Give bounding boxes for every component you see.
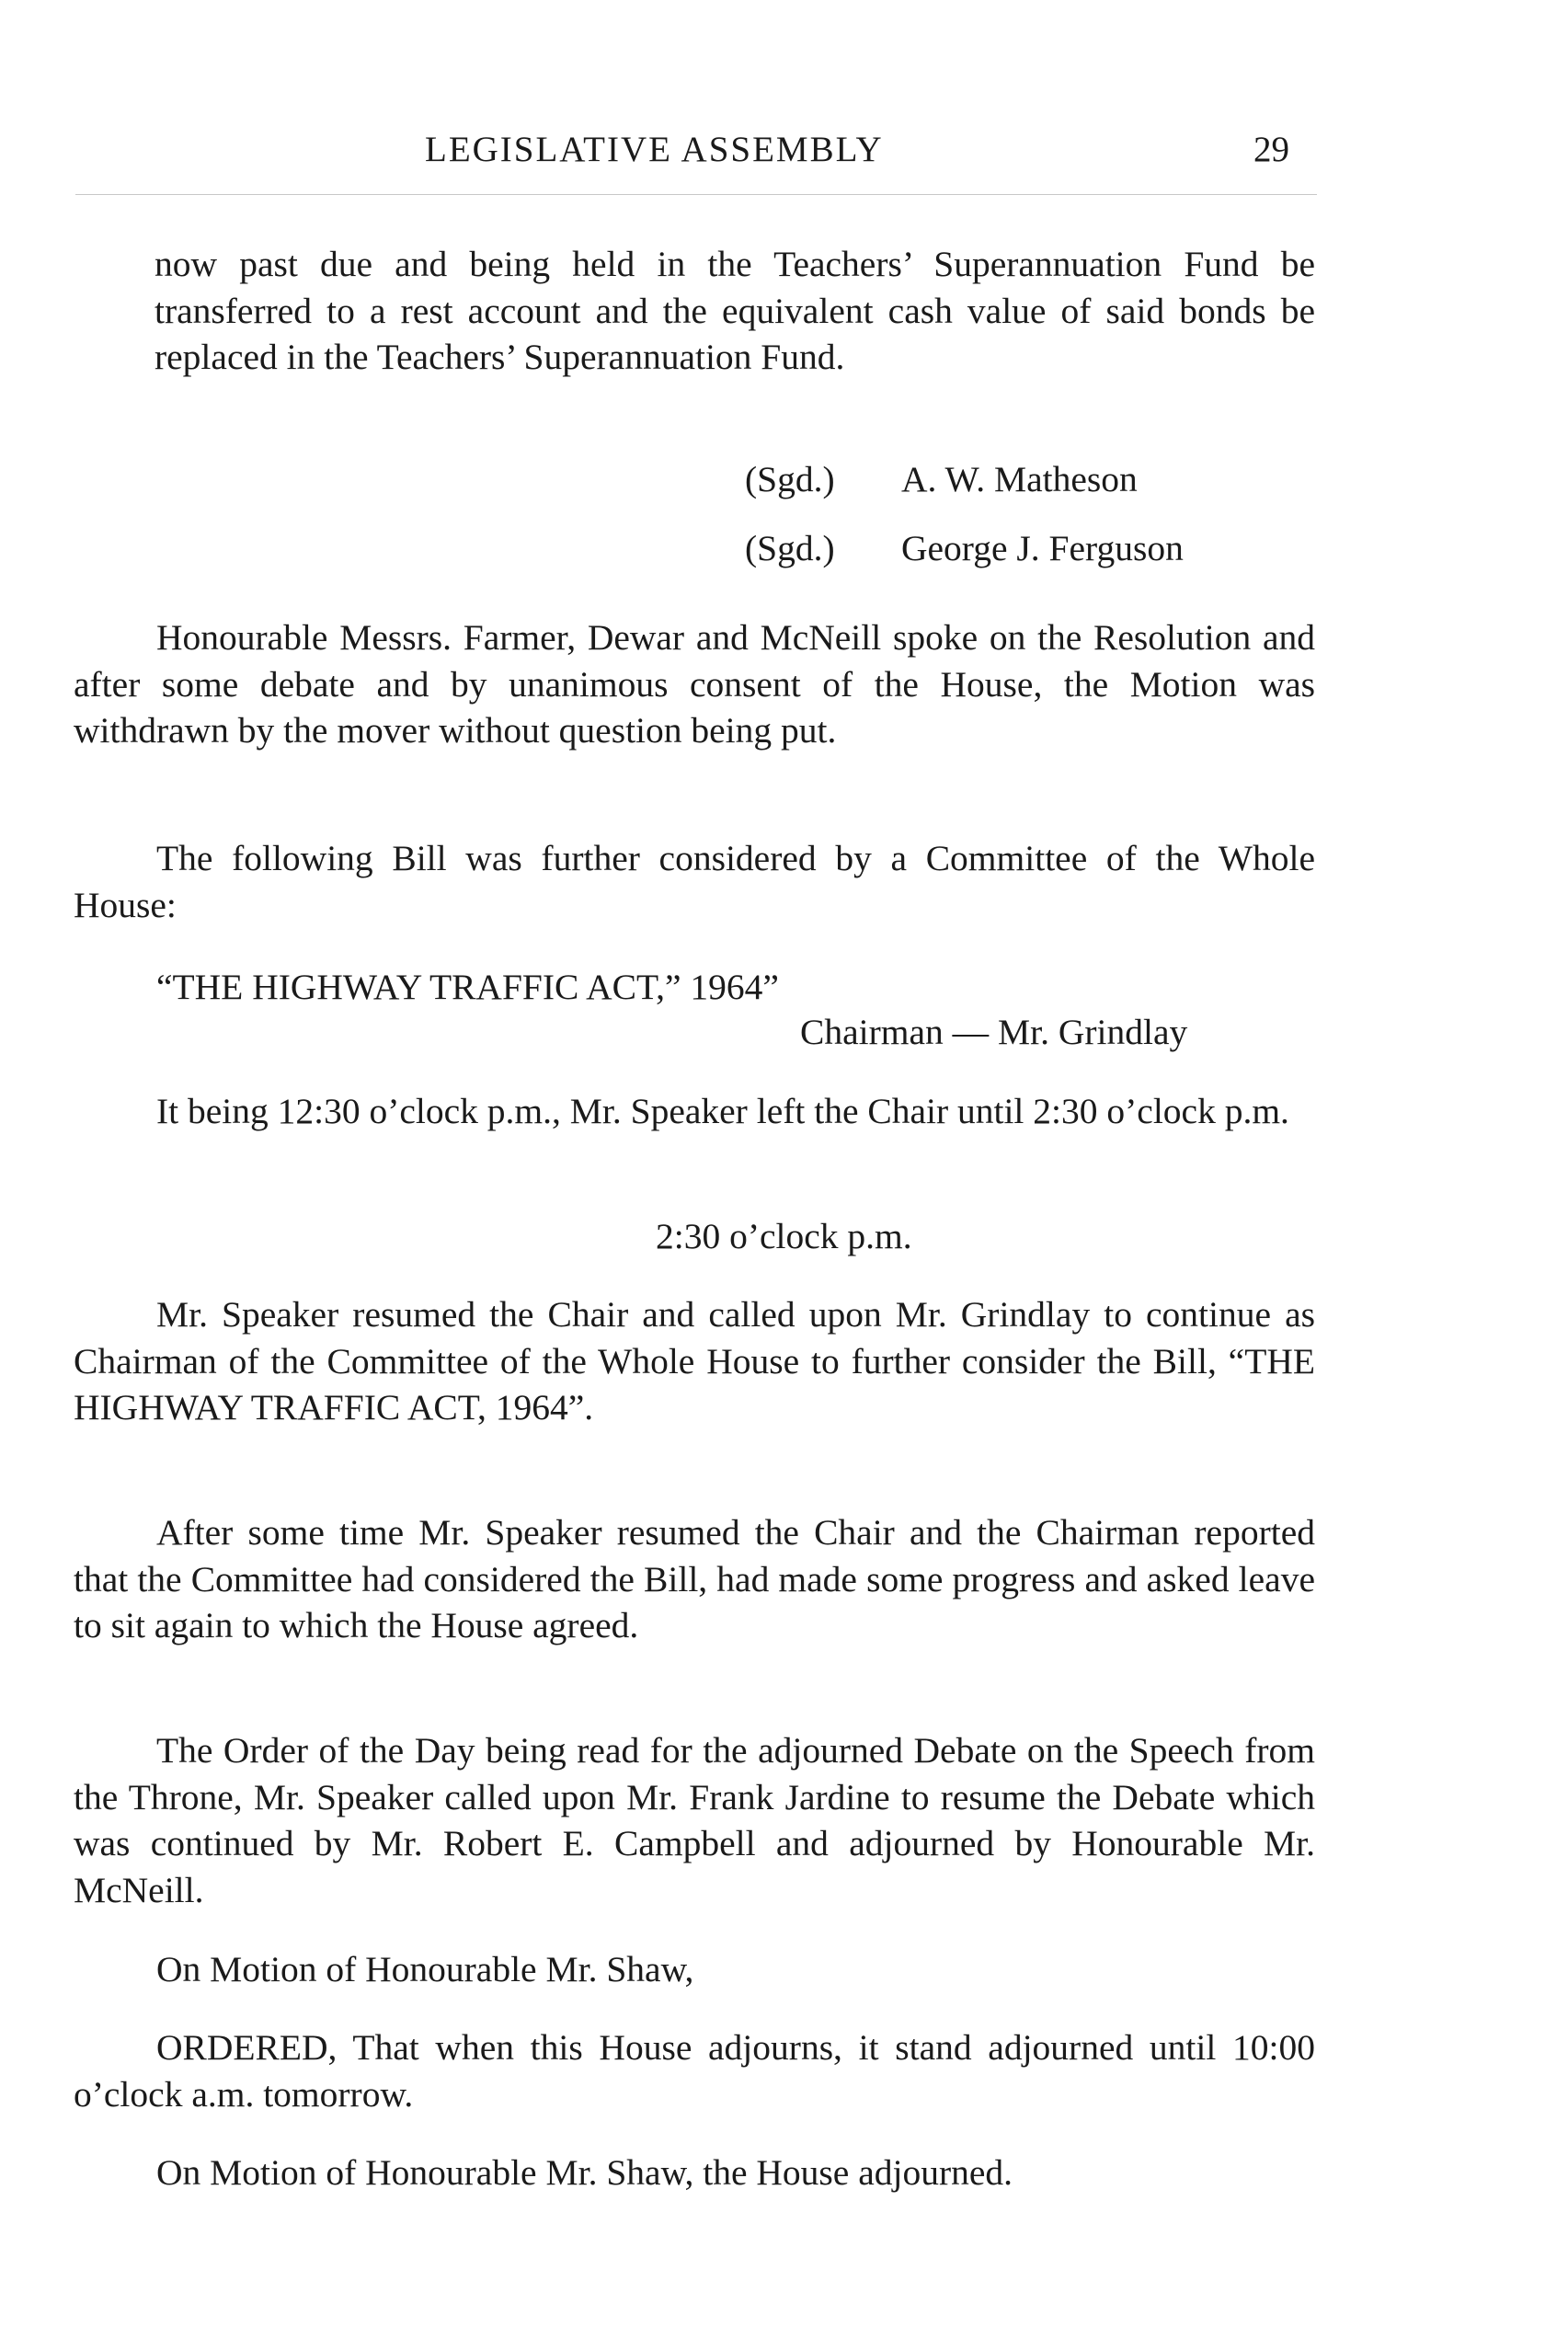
page-header	[0, 129, 1568, 175]
paragraph-adjourned: On Motion of Honourable Mr. Shaw, the House adjourned.	[156, 2152, 1013, 2193]
signature-line	[745, 456, 835, 502]
paragraph-bill-considered: The following Bill was further considered by a Committee of the Whole House:	[74, 838, 1315, 925]
paragraph-ordered: ORDERED, That when this House adjourns, it stand adjourned until 10:00 o’clock a.m. tomorrow.	[74, 2027, 1315, 2115]
signature-prefix: (Sgd.)	[745, 528, 835, 568]
paragraph-motion: On Motion of Honourable Mr. Shaw,	[156, 1949, 694, 1989]
page-number: 29	[1253, 130, 1289, 169]
running-title: LEGISLATIVE ASSEMBLY	[425, 130, 884, 169]
paragraph-resumed: Mr. Speaker resumed the Chair and called upon Mr. Grindlay to continue as Chairman of the Committee of the Whole House to further consider the Bill, “THE HIGHWAY TRAFFIC ACT, 1964”.	[74, 1294, 1315, 1427]
header-rule	[75, 194, 1317, 195]
signature-name: George J. Ferguson	[901, 528, 1184, 568]
bill-title: “THE HIGHWAY TRAFFIC ACT,” 1964”	[156, 967, 779, 1007]
paragraph-debate: Honourable Messrs. Farmer, Dewar and McNeill spoke on the Resolution and after some debate and by unanimous consent of the House, the Motion was withdrawn by the mover without question being put.	[74, 617, 1315, 751]
paragraph-resolution-continued: now past due and being held in the Teachers’ Superannuation Fund be transferred to a rest account and the equivalent cash value of said bonds be replaced in the Teachers’ Superannuation Fund.	[155, 244, 1315, 377]
signature-line	[745, 525, 835, 571]
paragraph-committee-report: After some time Mr. Speaker resumed the Chair and the Chairman reported that the Committee had considered the Bill, had made some progress and asked leave to sit again to which the House agreed.	[74, 1512, 1315, 1645]
paragraph-recess: It being 12:30 o’clock p.m., Mr. Speaker left the Chair until 2:30 o’clock p.m.	[156, 1091, 1289, 1131]
paragraph-throne-debate: The Order of the Day being read for the adjourned Debate on the Speech from the Throne, Mr. Speaker called upon Mr. Frank Jardine to resume the Debate which was continued by Mr. Robert E. Campbell and adjourned by Honourable Mr. McNeill.	[74, 1730, 1315, 1910]
signature-name: A. W. Matheson	[901, 459, 1138, 499]
committee-chairman: Chairman — Mr. Grindlay	[800, 1012, 1188, 1052]
signature-prefix: (Sgd.)	[745, 459, 835, 499]
time-heading: 2:30 o’clock p.m.	[656, 1216, 912, 1256]
